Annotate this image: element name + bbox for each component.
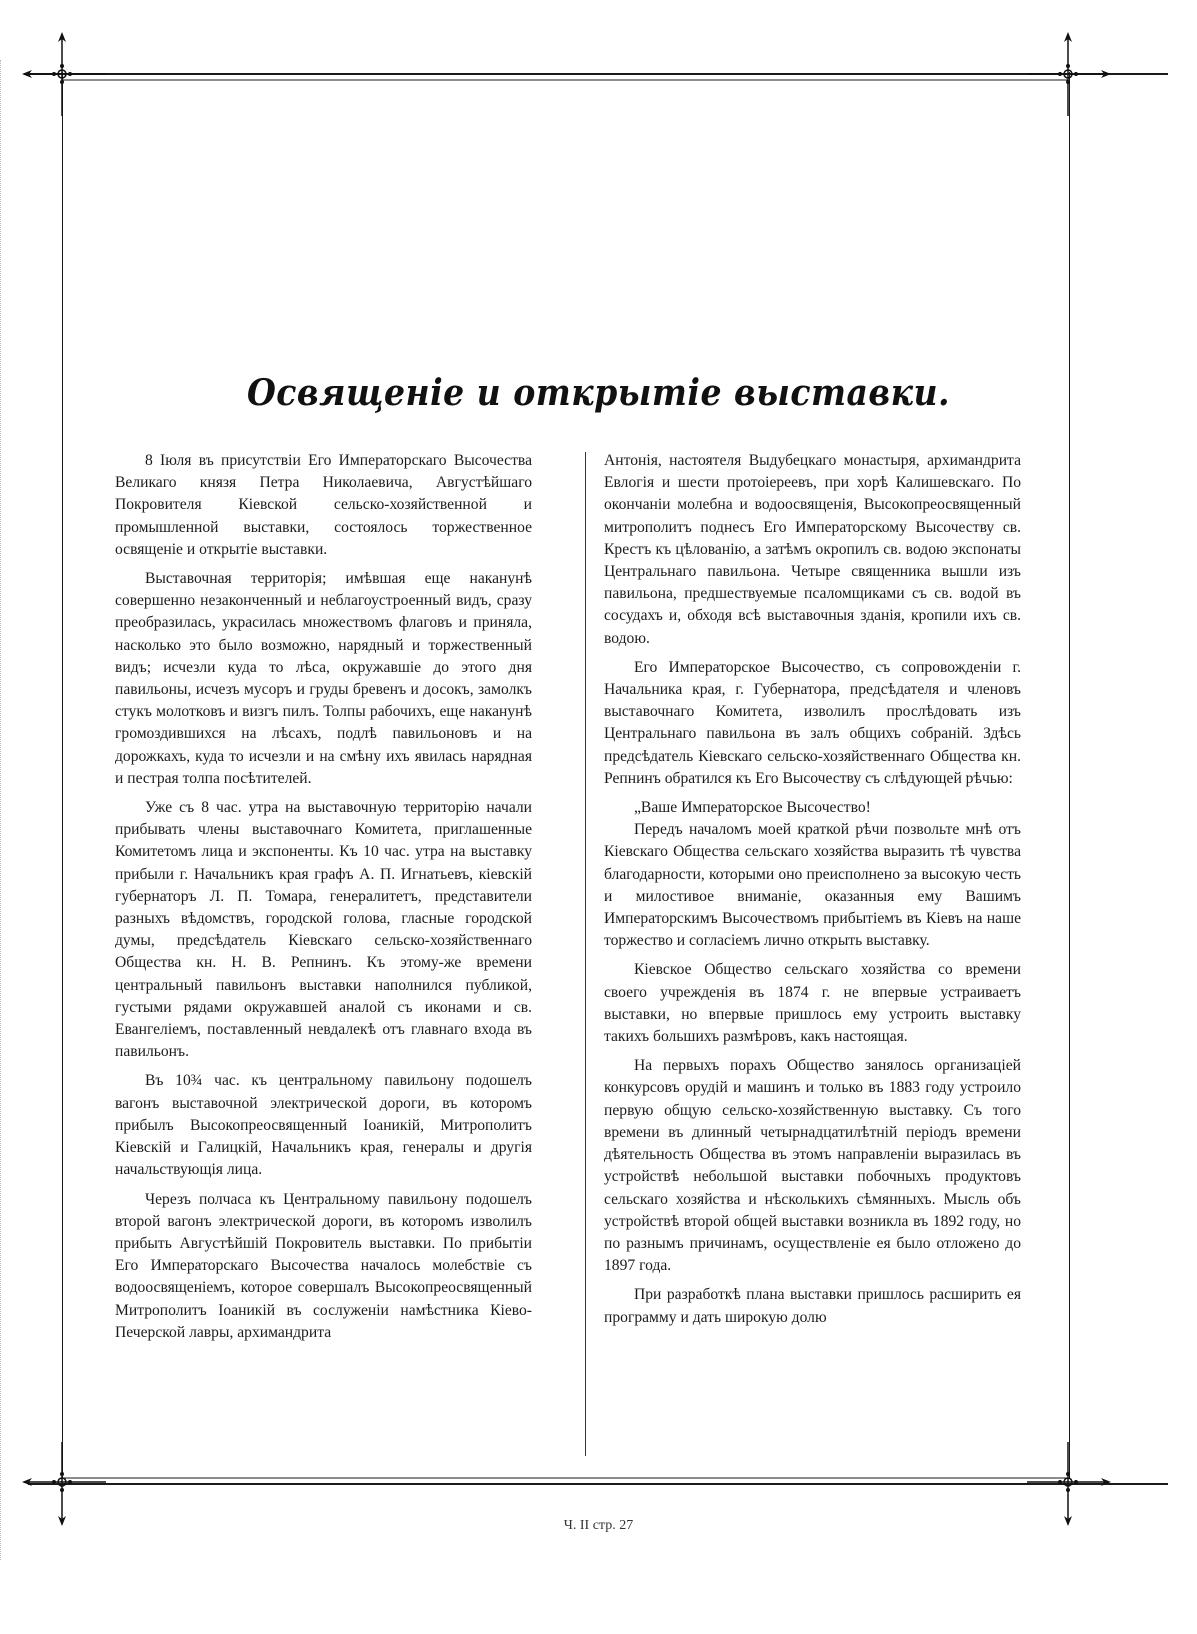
paragraph: Его Императорское Высочество, съ сопровожденіи г. Начальника края, г. Губернатора, предсѣдателя и членовъ выставочнаго Комитета, изволилъ прослѣдовать изъ Центральнаго павильона въ залъ общихъ собраній. Здѣсь предсѣдатель Кіевскаго сельско-хозяйственнаго Общества кн. Репнинъ обратился къ Его Высочеству съ слѣдующей рѣчью: bbox=[604, 658, 1021, 787]
corner-ornament-icon bbox=[20, 1438, 110, 1528]
page-title: Освященіе и открытіе выставки. bbox=[246, 372, 951, 414]
page-number: Ч. II стр. 27 bbox=[563, 1518, 634, 1533]
column-divider bbox=[585, 452, 586, 1456]
paragraph: На первыхъ порахъ Общество занялось организаціей конкурсовъ орудій и машинъ и только въ 1883 году устроило первую общую сельско-хозяйственную выставку. Съ того времени въ длинный четырнадцатилѣтній періодъ времени дѣятельность Общества въ этомъ направленіи выразилась въ устройствѣ небольшой выставки побочныхъ продуктовъ сельскаго хозяйства и нѣсколькихъ сѣмянныхъ. Мысль объ устройствѣ второй общей выставки возникла въ 1892 году, но по разнымъ причинамъ, осуществленіе ея было отложено до 1897 года. bbox=[604, 1057, 1021, 1275]
paragraph: Выставочная территорія; имѣвшая еще наканунѣ совершенно незаконченный и неблагоустроенный видъ, сразу преобразилась, украсилась множествомъ флаговъ и приняла, насколько это было возможно, нарядный и торжественный видъ; исчезли куда то лѣса, окружавшіе до этого дня павильоны, исчезъ мусоръ и груды бревенъ и досокъ, замолкъ стукъ молотковъ и визгъ пилъ. Толпы рабочихъ, еще наканунѣ громоздившихся на лѣсахъ, подлѣ павильоновъ и на дорожкахъ, куда то исчезли и на смѣну ихъ явилась нарядная и пестрая толпа посѣтителей. bbox=[115, 570, 532, 787]
paragraph: Черезъ полчаса къ Центральному павильону подошелъ второй вагонъ электрической дороги, въ которомъ изволилъ прибыть Августѣйшій Покровитель выставки. По прибытіи Его Императорскаго Высочества началось молебствіе съ водоосвященіемъ, которое совершалъ Высокопреосвященный Митрополитъ Іоаникій въ сослуженіи намѣстника Кіево-Печерской лавры, архимандрита bbox=[115, 1190, 532, 1341]
corner-ornament-icon bbox=[1023, 30, 1113, 120]
corner-ornament-icon bbox=[1023, 1438, 1113, 1528]
left-column bbox=[115, 450, 532, 1351]
paragraph: Антонія, настоятеля Выдубецкаго монастыря, архимандрита Евлогія и шести протоіереевъ, при хорѣ Калишевскаго. По окончаніи молебна и водоосвященія, Высокопреосвященный митрополитъ поднесъ Его Императорскому Высочеству св. Крестъ къ цѣлованію, а затѣмъ окропилъ св. водою экспонаты Центральнаго павильона. Четыре священника вышли изъ павильона, предшествуемые псаломщиками съ св. водой въ сосудахъ и, обходя всѣ выставочныя зданія, кропили ихъ св. водою. bbox=[604, 452, 1021, 647]
paragraph: Уже съ 8 час. утра на выставочную территорію начали прибывать члены выставочнаго Комитета, приглашенные Комитетомъ лица и экспоненты. Къ 10 час. утра на выставку прибыли г. Начальникъ края графъ А. П. Игнатьевъ, кіевскій губернаторъ Л. П. Томара, генералитетъ, представители разныхъ вѣдомствъ, городской голова, гласные городской думы, предсѣдатель Кіевскаго сельско-хозяйственнаго Общества кн. Н. В. Репнинъ. Къ этому-же времени центральный павильонъ выставки наполнился публикой, густыми рядами окружавшей аналой съ иконами и св. Евангеліемъ, поставленный невдалекѣ отъ главнаго входа въ павильонъ. bbox=[115, 799, 532, 1061]
paragraph: Передъ началомъ моей краткой рѣчи позвольте мнѣ отъ Кіевскаго Общества сельскаго хозяйства выразить тѣ чувства благодарности, которыми оно преисполнено за высокую честь и милостивое вниманіе, оказанныя ему Вашимъ Императорскимъ Высочествомъ прибытіемъ въ Кіевъ на наше торжество и согласіемъ лично открыть выставку. bbox=[604, 821, 1021, 950]
paragraph: Въ 10¾ час. къ центральному павильону подошелъ вагонъ выставочной электрической дороги, въ которомъ прибылъ Высокопреосвященный Іоаникій, Митрополитъ Кіевскій и Галицкій, Начальникъ края, генералы и другія начальствующія лица. bbox=[115, 1072, 532, 1179]
paragraph: „Ваше Императорское Высочество! bbox=[634, 799, 871, 817]
bottom-rule bbox=[0, 1468, 1197, 1498]
paragraph: Кіевское Общество сельскаго хозяйства со времени своего учрежденія въ 1874 г. не впервые устраиваетъ выставки, но впервые пришлось ему устроить выставку такихъ большихъ размѣровъ, какъ настоящая. bbox=[604, 961, 1021, 1046]
paragraph: При разработкѣ плана выставки пришлось расширить ея программу и дать широкую долю bbox=[604, 1286, 1021, 1326]
top-rule bbox=[0, 60, 1197, 90]
right-column bbox=[604, 450, 1021, 1336]
corner-ornament-icon bbox=[20, 30, 110, 120]
paragraph: 8 Іюля въ присутствіи Его Императорскаго Высочества Великаго князя Петра Николаевича, Августѣйшаго Покровителя Кіевской сельско-хозяйственной и промышленной выставки, состоялось торжественное освященіе и открытіе выставки. bbox=[115, 452, 532, 558]
left-margin-marks bbox=[0, 60, 5, 1560]
